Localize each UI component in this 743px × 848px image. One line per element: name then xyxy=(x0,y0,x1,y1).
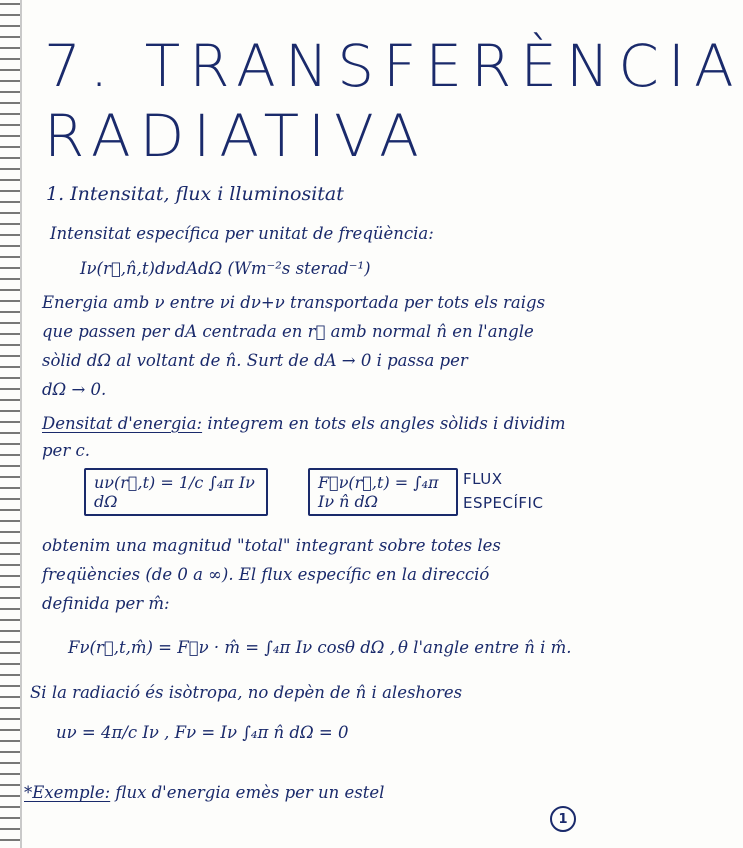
example-label: *Exemple: xyxy=(24,783,111,802)
flux-label-line-2: ESPECÍFIC xyxy=(463,494,544,512)
flux-direction-note: θ l'angle entre n̂ i m̂. xyxy=(398,638,572,657)
energy-density-formula: uν(r⃗,t) = 1/c ∫₄π Iν dΩ xyxy=(94,473,255,511)
paragraph2-line-2: freqüències (de 0 a ∞). El flux específic en la direcció xyxy=(42,565,490,584)
isotropic-text: Si la radiació és isòtropa, no depèn de n̂ i aleshores xyxy=(30,683,463,702)
density-line-2: per c. xyxy=(42,441,90,460)
intensity-formula: Iν(r⃗,n̂,t)dνdAdΩ (Wm⁻²s sterad⁻¹) xyxy=(80,259,371,278)
paragraph-line-2: que passen per dA centrada en r⃗ amb normal n̂ en l'angle xyxy=(42,322,534,341)
flux-label-line-1: FLUX xyxy=(463,470,503,488)
specific-flux-formula-box xyxy=(308,468,458,516)
page-edge xyxy=(20,0,22,848)
example-line xyxy=(24,783,384,802)
density-text: integrem en tots els angles sòlids i dividim xyxy=(202,414,566,433)
specific-flux-formula: F⃗ν(r⃗,t) = ∫₄π Iν n̂ dΩ xyxy=(318,473,439,511)
page-number: 1 xyxy=(550,806,576,832)
notebook-spiral-binding xyxy=(0,0,22,848)
example-text: flux d'energia emès per un estel xyxy=(110,783,385,802)
paragraph-line-4: dΩ → 0. xyxy=(42,380,107,399)
intensity-label: Intensitat específica per unitat de freqüència: xyxy=(50,224,434,243)
page-title-line-2: RADIATIVA xyxy=(44,102,428,170)
paragraph2-line-1: obtenim una magnitud "total" integrant sobre totes les xyxy=(42,536,501,555)
paragraph-line-3: sòlid dΩ al voltant de n̂. Surt de dA → 0 i passa per xyxy=(42,351,468,370)
density-line-1 xyxy=(42,414,566,433)
energy-density-formula-box xyxy=(84,468,268,516)
paragraph-line-1: Energia amb ν entre νi dν+ν transportada per tots els raigs xyxy=(42,293,546,312)
flux-direction-formula: Fν(r⃗,t,m̂) = F⃗ν · m̂ = ∫₄π Iν cosθ dΩ , xyxy=(68,638,395,657)
paragraph2-line-3: definida per m̂: xyxy=(42,594,170,613)
density-label: Densitat d'energia: xyxy=(42,414,203,433)
isotropic-formula: uν = 4π/c Iν , Fν = Iν ∫₄π n̂ dΩ = 0 xyxy=(56,723,349,742)
page-title-line-1: 7. TRANSFERÈNCIA xyxy=(44,32,743,100)
section-heading: 1. Intensitat, flux i lluminositat xyxy=(46,183,344,205)
